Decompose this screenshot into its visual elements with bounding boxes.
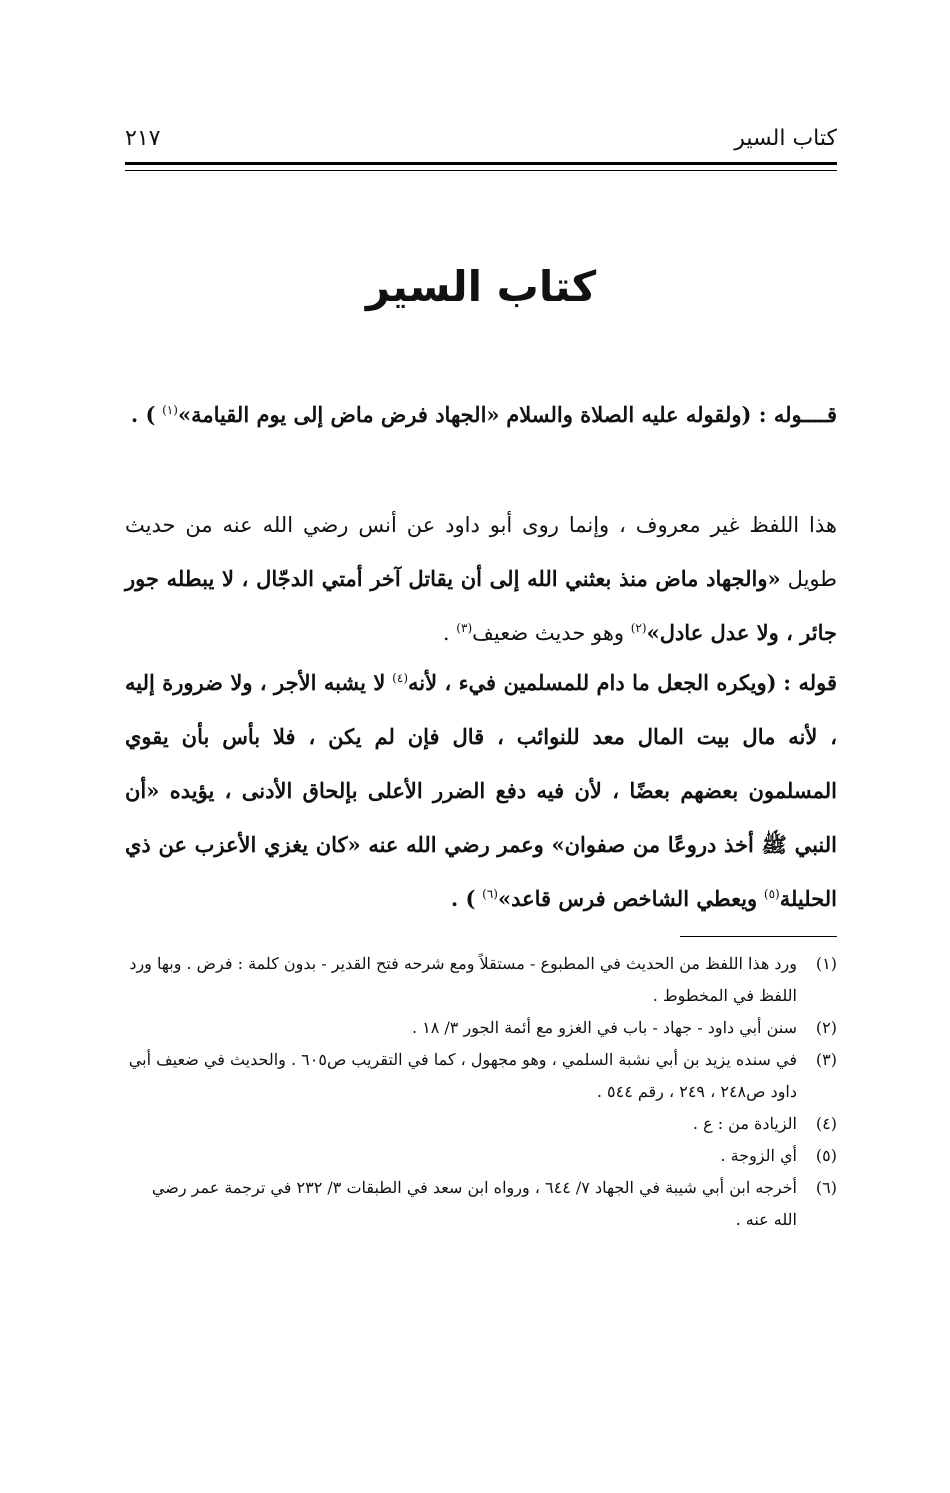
header-rule-thin	[125, 170, 837, 171]
footnote-text: في سنده يزيد بن أبي نشبة السلمي ، وهو مجهول ، كما في التقريب ص٦٠٥ . والحديث في ضعيف أبي داود ص٢٤٨ ، ٢٤٩ ، رقم ٥٤٤ .	[128, 1050, 797, 1101]
p2-end: .	[442, 621, 450, 645]
page-header	[125, 118, 837, 158]
footnote-text: أخرجه ابن أبي شيبة في الجهاد ٧/ ٦٤٤ ، ورواه ابن سعد في الطبقات ٣/ ٢٣٢ في ترجمة عمر رضي الله عنه .	[151, 1178, 797, 1229]
paragraph-3	[125, 656, 837, 926]
footnote-number: (٢)	[815, 1018, 837, 1037]
footnote-ref-2: (٢)	[630, 621, 647, 635]
p3-prefix: قوله :	[783, 670, 837, 695]
p1-tail: ) .	[130, 402, 156, 427]
p1-lead: قــــوله : (ولقوله عليه الصلاة والسلام	[506, 402, 837, 427]
footnote-number: (١)	[815, 954, 837, 973]
footnote-separator	[680, 936, 837, 937]
p2-hadith: «والجهاد ماض منذ بعثني الله إلى أن يقاتل آخر أمتي الدجّال ، لا يبطله جور جائر ، ولا عدل عادل»	[125, 566, 837, 645]
footnote-5	[125, 1140, 837, 1172]
footnote-text: ورد هذا اللفظ من الحديث في المطبوع - مستقلاً ومع شرحه فتح القدير - بدون كلمة : فرض . وبها ورد اللفظ في المخطوط .	[129, 954, 797, 1005]
p2-mid: وهو حديث ضعيف	[472, 621, 625, 645]
chapter-title: كتاب السير	[365, 262, 597, 311]
header-rule-thick	[125, 162, 837, 165]
footnote-ref-4: (٤)	[392, 671, 408, 685]
footnote-3	[125, 1044, 837, 1108]
footnote-ref-1: (١)	[162, 403, 178, 417]
paragraph-2	[125, 498, 837, 660]
page-number: ٢١٧	[125, 126, 161, 151]
footnote-ref-3: (٣)	[456, 621, 473, 635]
footnote-4	[125, 1108, 837, 1140]
footnote-ref-6: (٦)	[482, 887, 498, 901]
paragraph-1	[125, 388, 837, 442]
footnote-number: (٣)	[815, 1050, 837, 1069]
footnote-6	[125, 1172, 837, 1236]
p1-hadith: «الجهاد فرض ماض إلى يوم القيامة»	[177, 402, 500, 427]
running-title: كتاب السير	[734, 126, 837, 151]
footnote-1	[125, 948, 837, 1012]
footnote-number: (٦)	[815, 1178, 837, 1197]
footnote-text: سنن أبي داود - جهاد - باب في الغزو مع أئمة الجور ٣/ ١٨ .	[411, 1018, 797, 1037]
footnote-number: (٤)	[815, 1114, 837, 1133]
footnotes	[125, 948, 837, 1236]
footnote-text: الزيادة من : ع .	[692, 1114, 797, 1133]
footnote-text: أي الزوجة .	[720, 1146, 797, 1165]
p3-part2: لا يشبه الأجر ، ولا ضرورة إليه ، لأنه مال بيت المال معد للنوائب ، قال فإن لم يكن ، فلا بأس بأن يقوي المسلمون بعضهم بعضًا ، لأن فيه دفع الضرر الأعلى بإلحاق الأدنى ، يؤيده «أن النبي ﷺ أخذ دروعًا من صفوان» وعمر رضي الله عنه «كان يغزي الأعزب عن ذي الحليلة	[125, 670, 837, 911]
footnote-ref-5: (٥)	[763, 887, 780, 901]
p2-intro: هذا اللفظ غير معروف ، وإنما روى أبو داود عن أنس رضي الله عنه من حديث طويل	[125, 513, 837, 591]
footnote-2	[125, 1012, 837, 1044]
p3-tail: ) .	[450, 886, 476, 911]
p3-part3: ويعطي الشاخص فرس قاعد»	[497, 886, 758, 911]
p3-part1: (ويكره الجعل ما دام للمسلمين فيء ، لأنه	[408, 670, 777, 695]
footnote-number: (٥)	[815, 1146, 837, 1165]
